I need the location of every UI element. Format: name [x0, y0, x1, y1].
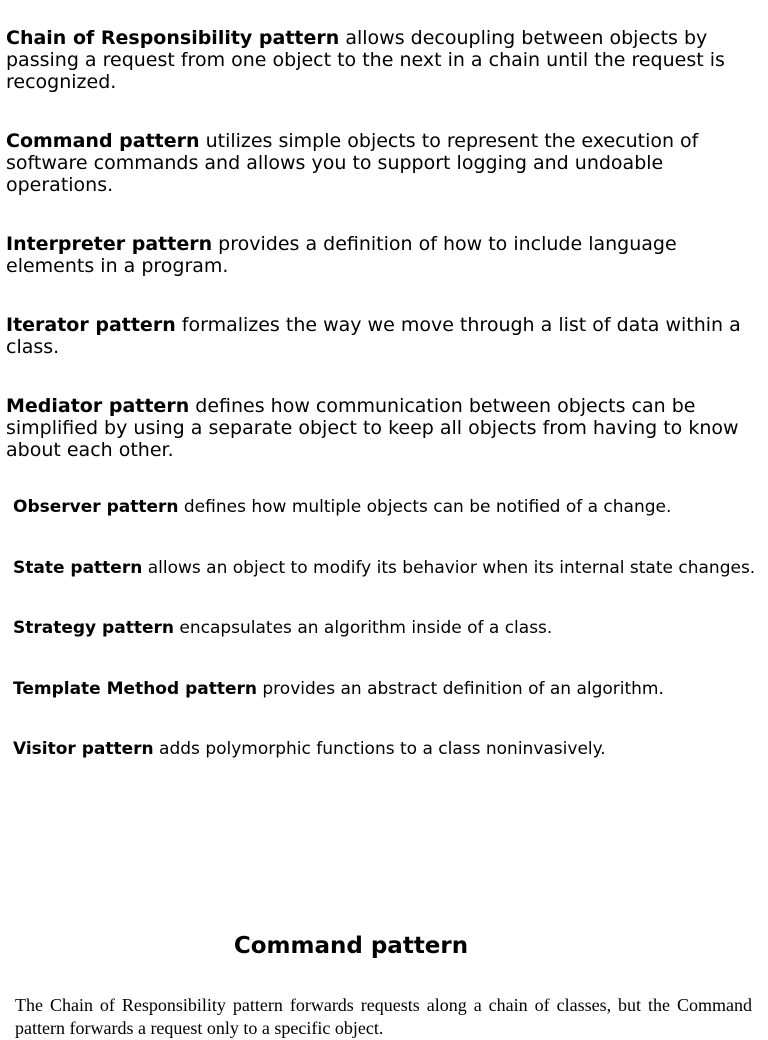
pattern-term: Iterator pattern [6, 314, 176, 336]
pattern-list-part-1 [6, 27, 758, 498]
pattern-item-chain-of-responsibility [6, 27, 758, 93]
pattern-description: provides an abstract definition of an algorithm. [256, 678, 664, 699]
pattern-description: defines how multiple objects can be notified of a change. [178, 497, 672, 517]
pattern-term: Chain of Responsibility pattern [6, 27, 340, 49]
pattern-item-command [6, 130, 758, 196]
body-paragraph: The Chain of Responsibility pattern forwards requests along a chain of classes, but the Command pattern forwards a request only to a specific object. [15, 995, 752, 1038]
pattern-description: defines how communication between objects can be simplified by using a separate object to keep all objects from having to know about each other. [6, 395, 739, 461]
pattern-item-strategy [13, 618, 758, 639]
pattern-item-visitor [13, 739, 758, 760]
pattern-item-template-method [13, 679, 758, 700]
section-heading: Command pattern [233, 933, 469, 959]
pattern-description: allows an object to modify its behavior when its internal state changes. [142, 557, 756, 578]
pattern-list-part-2 [13, 497, 758, 800]
pattern-description: allows decoupling between objects by passing a request from one object to the next in a chain until the request is recognized. [6, 27, 725, 93]
pattern-item-iterator [6, 314, 758, 358]
pattern-item-interpreter [6, 233, 758, 277]
pattern-description: adds polymorphic functions to a class noninvasively. [153, 739, 606, 759]
pattern-item-mediator [6, 395, 758, 461]
pattern-description: encapsulates an algorithm inside of a class. [173, 618, 553, 638]
pattern-description: utilizes simple objects to represent the execution of software commands and allows you to support logging and undoable operations. [6, 130, 699, 196]
pattern-term: Visitor pattern [13, 739, 154, 759]
pattern-term: Command pattern [6, 130, 200, 152]
pattern-item-observer [13, 497, 758, 518]
pattern-term: State pattern [13, 557, 143, 578]
pattern-description: formalizes the way we move through a list of data within a class. [6, 314, 741, 358]
pattern-term: Template Method pattern [13, 678, 257, 699]
pattern-item-state [13, 558, 758, 579]
pattern-term: Interpreter pattern [6, 233, 213, 255]
pattern-term: Mediator pattern [6, 395, 190, 417]
pattern-term: Observer pattern [13, 497, 179, 517]
pattern-term: Strategy pattern [13, 618, 174, 638]
pattern-description: provides a definition of how to include language elements in a program. [6, 233, 677, 277]
